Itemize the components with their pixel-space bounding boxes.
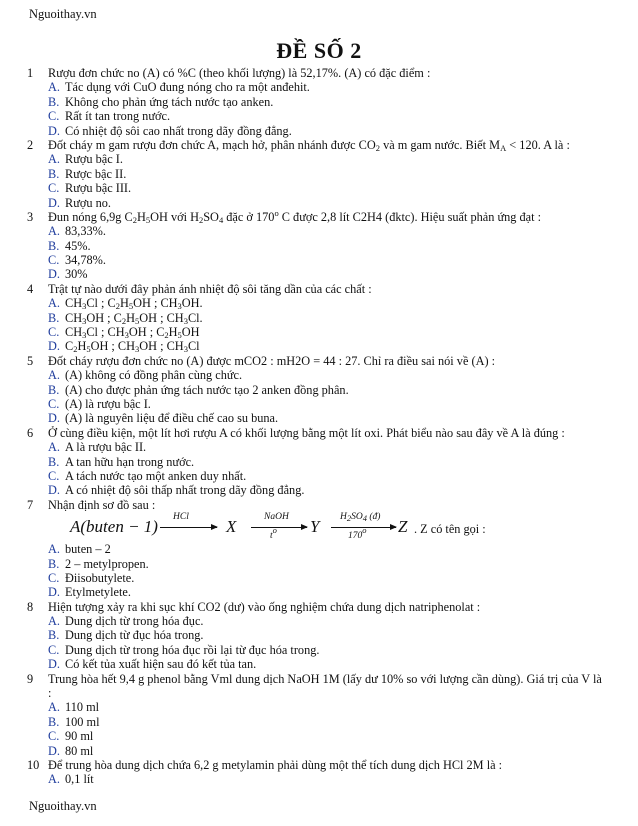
answer-option — [48, 700, 638, 714]
question-stem-line — [0, 426, 638, 440]
answer-option — [48, 440, 638, 454]
option-text: Dung dịch từ trong hóa đục. — [65, 614, 204, 629]
question-number: 7 — [27, 497, 34, 512]
option-letter: A. — [48, 152, 60, 167]
question-number: 6 — [27, 425, 34, 440]
option-text: Rượu bậc I. — [65, 152, 123, 167]
answer-option — [48, 109, 638, 123]
question-number: 4 — [27, 281, 34, 296]
question-stem: Để trung hòa dung dịch chứa 6,2 g metylamin phải dùng một thể tích dung dịch HCl 2M là : — [48, 758, 503, 772]
answer-option — [48, 124, 638, 138]
option-letter: B. — [48, 454, 60, 469]
option-letter: A. — [48, 614, 60, 629]
option-text: $CH_3Cl$ ; $CH_3OH$ ; $C_2H_5OH$ — [65, 325, 200, 341]
option-text: (A) cho được phản ứng tách nước tạo 2 anken đồng phân. — [65, 382, 349, 397]
answer-option — [48, 95, 638, 109]
option-letter: A. — [48, 80, 60, 95]
option-letter: B. — [48, 628, 60, 643]
option-text: 30% — [65, 267, 88, 282]
option-text: $C_2H_5OH$ ; $CH_3OH$ ; $CH_3Cl$ — [65, 339, 200, 355]
answer-option — [48, 557, 638, 571]
option-letter: A. — [48, 368, 60, 383]
reaction-arrow-3 — [331, 527, 396, 528]
option-text: Có nhiệt độ sôi cao nhất trong dãy đồng đẳng. — [65, 123, 292, 138]
answer-option — [48, 643, 638, 657]
answer-option — [48, 253, 638, 267]
option-letter: B. — [48, 714, 60, 729]
question-stem: Đốt cháy m gam rượu đơn chức A, mạch hở, phân nhánh được $CO_2$ và m gam nước. Biết $M_A < 120$. A là : — [48, 137, 570, 153]
option-text: 34,78%. — [65, 253, 106, 268]
question-6 — [0, 426, 638, 498]
question-stem-line — [0, 282, 638, 296]
question-stem-line — [0, 66, 638, 80]
option-letter: D. — [48, 195, 60, 210]
answer-option — [48, 628, 638, 642]
question-stem-line — [0, 758, 638, 772]
answer-option — [48, 80, 638, 94]
option-letter: C. — [48, 181, 60, 196]
question-stem-line — [0, 498, 638, 512]
option-letter: A. — [48, 440, 60, 455]
answer-option — [48, 383, 638, 397]
question-number: 2 — [27, 137, 34, 152]
arrow2-label: NaOH — [264, 512, 289, 523]
question-10 — [0, 758, 638, 787]
question-stem: Đốt cháy rượu đơn chức no (A) được mCO2 : mH2O = 44 : 27. Chỉ ra điều sai nói về (A) : — [48, 353, 496, 368]
site-name-header: Nguoithay.vn — [29, 7, 97, 21]
option-letter: A. — [48, 542, 60, 557]
answer-option — [48, 571, 638, 585]
option-text: (A) không có đồng phân cùng chức. — [65, 368, 243, 383]
question-4 — [0, 282, 638, 354]
option-text: Không cho phản ứng tách nước tạo anken. — [65, 94, 274, 109]
option-text: A là rượu bậc II. — [65, 440, 147, 455]
option-letter: B. — [48, 556, 60, 571]
answer-option — [48, 657, 638, 671]
question-1 — [0, 66, 638, 138]
option-text: Rược bậc II. — [65, 166, 127, 181]
question-stem-line — [0, 207, 638, 225]
question-stem: Đun nóng 6,9g $C_2H_5OH$ với $H_2SO_4$ đặc ở 170$^o$ C được 2,8 lít C2H4 (đktc). Hiệu suất phản ứng đạt : — [48, 207, 542, 225]
option-text: Rượu bậc III. — [65, 181, 132, 196]
arrow2-condition: $t^o$ — [270, 525, 277, 542]
arrow3-condition: 170$^o$ — [348, 525, 367, 542]
site-name-footer: Nguoithay.vn — [29, 799, 97, 813]
answer-option — [48, 196, 638, 210]
scheme-z: Z — [398, 517, 408, 537]
option-text: 80 ml — [65, 743, 94, 758]
question-3 — [0, 207, 638, 282]
option-text: A tách nước tạo một anken duy nhất. — [65, 468, 247, 483]
scheme-question: . Z có tên gọi : — [414, 522, 486, 537]
option-text: $CH_3Cl$ ; $C_2H_5OH$ ; $CH_3OH$. — [65, 296, 203, 312]
answer-option — [48, 368, 638, 382]
option-letter: B. — [48, 310, 60, 325]
answer-option — [48, 411, 638, 425]
reaction-arrow-1 — [160, 527, 217, 528]
answer-option — [48, 469, 638, 483]
option-text: 2 – metylpropen. — [65, 556, 149, 571]
reaction-scheme — [48, 512, 638, 542]
question-number: 1 — [27, 66, 34, 80]
option-letter: B. — [48, 382, 60, 397]
option-letter: C. — [48, 570, 60, 585]
option-text: Tác dụng với CuO đung nóng cho ra một anđehit. — [65, 80, 310, 95]
question-stem-line — [0, 600, 638, 614]
answer-option — [48, 339, 638, 353]
answer-option — [48, 455, 638, 469]
answer-option — [48, 542, 638, 556]
option-letter: D. — [48, 123, 60, 138]
question-number: 8 — [27, 599, 34, 614]
answer-option — [48, 152, 638, 166]
option-text: buten – 2 — [65, 542, 111, 557]
arrow1-label: HCl — [173, 512, 189, 523]
option-text: Dung dịch từ đục hóa trong. — [65, 628, 204, 643]
option-letter: A. — [48, 296, 60, 311]
option-letter: D. — [48, 339, 60, 354]
option-text: A có nhiệt độ sôi thấp nhất trong dãy đồng đẳng. — [65, 483, 305, 498]
option-letter: D. — [48, 585, 60, 600]
question-stem: Trật tự nào dưới đây phản ánh nhiệt độ sôi tăng dần của các chất : — [48, 281, 372, 296]
option-letter: C. — [48, 109, 60, 124]
answer-option — [48, 772, 638, 786]
answer-option — [48, 267, 638, 281]
option-text: A tan hữu hạn trong nước. — [65, 454, 195, 469]
option-letter: C. — [48, 325, 60, 340]
option-text: 83,33%. — [65, 224, 106, 239]
option-text: (A) là nguyên liệu để điều chế cao su buna. — [65, 411, 279, 426]
answer-option — [48, 483, 638, 497]
option-letter: C. — [48, 253, 60, 268]
question-number: 5 — [27, 353, 34, 368]
option-text: Rượu no. — [65, 195, 111, 210]
answer-option — [48, 311, 638, 325]
question-stem-line — [0, 672, 638, 701]
option-letter: B. — [48, 238, 60, 253]
option-letter: C. — [48, 729, 60, 744]
option-letter: A. — [48, 700, 60, 715]
question-9 — [0, 672, 638, 758]
arrow3-label: $H_2SO_4$ (đ) — [340, 512, 381, 524]
question-stem: Trung hòa hết 9,4 g phenol bằng Vml dung dịch NaOH 1M (lấy dư 10% so với lượng cần dùng). Giá trị của V là : — [48, 671, 602, 701]
option-letter: C. — [48, 468, 60, 483]
option-letter: C. — [48, 642, 60, 657]
option-letter: D. — [48, 657, 60, 672]
option-text: Có kết tủa xuất hiện sau đó kết tủa tan. — [65, 657, 257, 672]
question-8 — [0, 600, 638, 672]
option-letter: B. — [48, 94, 60, 109]
answer-option — [48, 296, 638, 310]
answer-option — [48, 744, 638, 758]
reaction-arrow-2 — [251, 527, 307, 528]
option-text: 110 ml — [65, 700, 100, 715]
option-letter: D. — [48, 483, 60, 498]
question-stem: Ở cùng điều kiện, một lít hơi rượu A có khối lượng bằng một lít oxi. Phát biểu nào sau đây về A là đúng : — [48, 425, 565, 440]
answer-option — [48, 729, 638, 743]
question-number: 9 — [27, 671, 34, 686]
option-text: (A) là rượu bậc I. — [65, 396, 151, 411]
question-2 — [0, 138, 638, 210]
answer-option — [48, 167, 638, 181]
question-number: 3 — [27, 209, 34, 224]
option-letter: D. — [48, 411, 60, 426]
question-7 — [0, 498, 638, 600]
answer-option — [48, 181, 638, 195]
question-5 — [0, 354, 638, 426]
option-text: $CH_3OH$ ; $C_2H_5OH$ ; $CH_3Cl$. — [65, 310, 203, 326]
question-stem-line — [0, 354, 638, 368]
question-list — [0, 66, 638, 787]
option-text: Etylmetylete. — [65, 585, 131, 600]
option-text: 90 ml — [65, 729, 94, 744]
answer-option — [48, 224, 638, 238]
question-stem: Hiện tượng xảy ra khi sục khí CO2 (dư) vào ống nghiệm chứa dung dịch natriphenolat : — [48, 599, 481, 614]
option-letter: B. — [48, 166, 60, 181]
option-letter: D. — [48, 743, 60, 758]
scheme-y: Y — [310, 517, 320, 537]
option-text: 0,1 lít — [65, 772, 94, 787]
option-text: Rất ít tan trong nước. — [65, 109, 171, 124]
question-stem-line — [0, 138, 638, 152]
question-number: 10 — [27, 758, 40, 772]
scheme-start: A(buten − 1) — [70, 517, 158, 537]
option-letter: C. — [48, 396, 60, 411]
answer-option — [48, 585, 638, 599]
answer-option — [48, 397, 638, 411]
answer-option — [48, 614, 638, 628]
option-text: Điisobutylete. — [65, 570, 135, 585]
option-letter: A. — [48, 772, 60, 787]
page-title: ĐỀ SỐ 2 — [276, 38, 362, 63]
option-letter: A. — [48, 224, 60, 239]
answer-option — [48, 239, 638, 253]
option-text: Dung dịch từ trong hóa đục rồi lại từ đục hóa trong. — [65, 642, 320, 657]
answer-option — [48, 325, 638, 339]
question-stem: Rượu đơn chức no (A) có %C (theo khối lượng) là 52,17%. (A) có đặc điểm : — [48, 66, 431, 80]
option-letter: D. — [48, 267, 60, 282]
option-text: 45%. — [65, 238, 91, 253]
question-stem: Nhận định sơ đồ sau : — [48, 497, 156, 512]
scheme-x: X — [226, 517, 237, 537]
option-text: 100 ml — [65, 714, 100, 729]
answer-option — [48, 715, 638, 729]
